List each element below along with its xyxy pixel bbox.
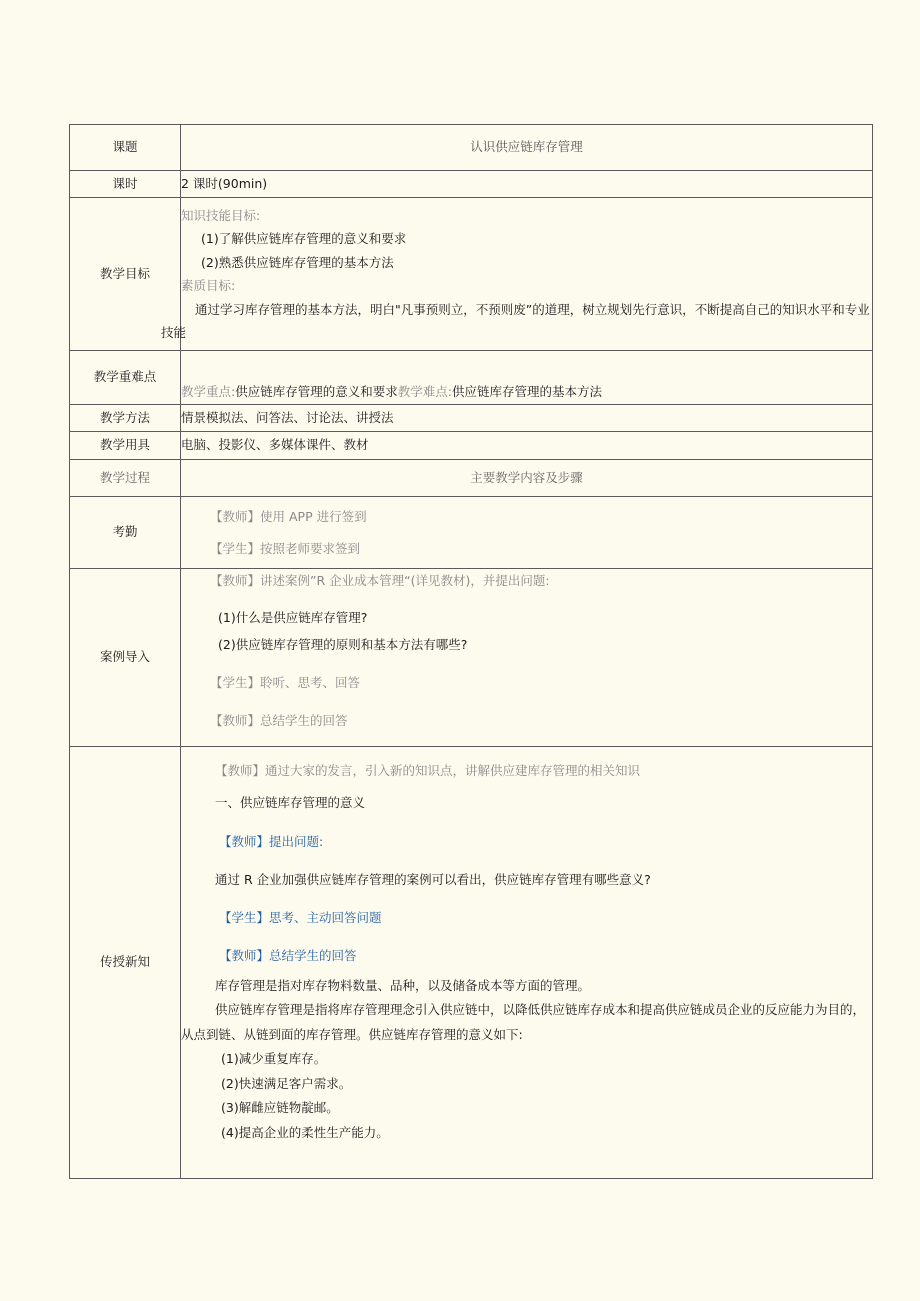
new-knowledge-label: 传授新知 [70, 747, 181, 1179]
nk-definition: 库存管理是指对库存物料数量、品种，以及储备成本等方面的管理。 [215, 977, 591, 993]
hours-label: 课时 [70, 171, 181, 198]
lesson-title: 认识供应链库存管理 [181, 125, 873, 171]
nk-meaning: (2)快速满足客户需求。 [221, 1075, 352, 1091]
hours-row [70, 171, 873, 198]
objectives-content [161, 198, 873, 351]
objectives-label: 教学目标 [70, 198, 181, 351]
attendance-student: 【学生】按照老师要求签到 [210, 540, 361, 556]
knowledge-item: (1)了解供应链库存管理的意义和要求 [201, 231, 407, 246]
key-label: 教学重点: [181, 383, 236, 399]
difficult-label: 教学难点: [397, 383, 452, 399]
nk-teacher-question: 【教师】提出问题: [219, 833, 324, 849]
case-teacher-intro: 【教师】讲述案例”R 企业成本管理“(详见教材)，并提出问题: [210, 573, 550, 588]
knowledge-item: (2)熟悉供应链库存管理的基本方法 [201, 254, 394, 270]
nk-meaning: (4)提高企业的柔性生产能力。 [221, 1124, 389, 1140]
case-teacher-summary: 【教师】总结学生的回答 [210, 713, 348, 728]
new-knowledge-row [70, 747, 873, 1179]
nk-scm-definition: 供应链库存管理是指将库存管理理念引入供应链中，以降低供应链库存成本和提高供应链成员企业的反应能力为目的，从点到链、从链到面的库存管理。供应链库存管理的意义如下: [181, 1002, 866, 1042]
case-intro-label: 案例导入 [70, 569, 181, 747]
process-header-row [70, 460, 873, 497]
topic-row [70, 125, 873, 171]
hours-value: 2 课时(90min) [181, 171, 873, 198]
process-header: 教学过程 [70, 460, 181, 497]
keypoints-label: 教学重难点 [70, 351, 181, 405]
quality-heading: 素质目标: [181, 278, 236, 293]
objectives-row [70, 198, 873, 351]
nk-section-title: 一、供应链库存管理的意义 [215, 795, 366, 811]
tools-value: 电脑、投影仪、多媒体课件、教材 [181, 432, 873, 460]
methods-row [70, 405, 873, 432]
knowledge-heading: 知识技能目标: [181, 207, 261, 223]
topic-label: 课题 [70, 125, 181, 171]
nk-student-response: 【学生】思考、主动回答问题 [219, 910, 382, 925]
difficult-text: 供应链库存管理的基本方法 [451, 383, 602, 399]
lesson-plan-table [69, 124, 873, 1179]
keypoints-row [70, 351, 873, 405]
key-text: 供应链库存管理的意义和要求 [235, 383, 398, 399]
content-header: 主要教学内容及步骤 [181, 460, 873, 497]
nk-teacher-intro: 【教师】通过大家的发言，引入新的知识点，讲解供应建库存管理的相关知识 [215, 763, 641, 778]
case-question: (2)供应链库存管理的原则和基本方法有哪些? [218, 636, 468, 652]
quality-text: 通过学习库存管理的基本方法，明白"凡事预则立，不预则废”的道理，树立规划先行意识，不断提高自己的知识水平和专业技能 [161, 301, 870, 340]
case-student: 【学生】聆听、思考、回答 [210, 674, 361, 690]
methods-value: 情景模拟法、问答法、讨论法、讲授法 [181, 405, 873, 432]
case-intro-content [181, 569, 873, 747]
attendance-content [181, 497, 873, 569]
tools-row [70, 432, 873, 460]
methods-label: 教学方法 [70, 405, 181, 432]
nk-meaning: (3)解雌应链物靛邮。 [221, 1100, 339, 1115]
attendance-label: 考勤 [70, 497, 181, 569]
nk-meaning: (1)减少重复库存。 [221, 1051, 327, 1066]
nk-teacher-summary: 【教师】总结学生的回答 [219, 948, 357, 964]
new-knowledge-content [181, 747, 873, 1179]
attendance-teacher: 【教师】使用 APP 进行签到 [210, 508, 367, 524]
attendance-row [70, 497, 873, 569]
keypoints-content [181, 351, 873, 405]
case-question: (1)什么是供应链库存管理? [218, 610, 368, 626]
tools-label: 教学用具 [70, 432, 181, 460]
nk-question-text: 通过 R 企业加强供应链库存管理的案例可以看出，供应链库存管理有哪些意义? [215, 871, 651, 887]
case-intro-row [70, 569, 873, 747]
